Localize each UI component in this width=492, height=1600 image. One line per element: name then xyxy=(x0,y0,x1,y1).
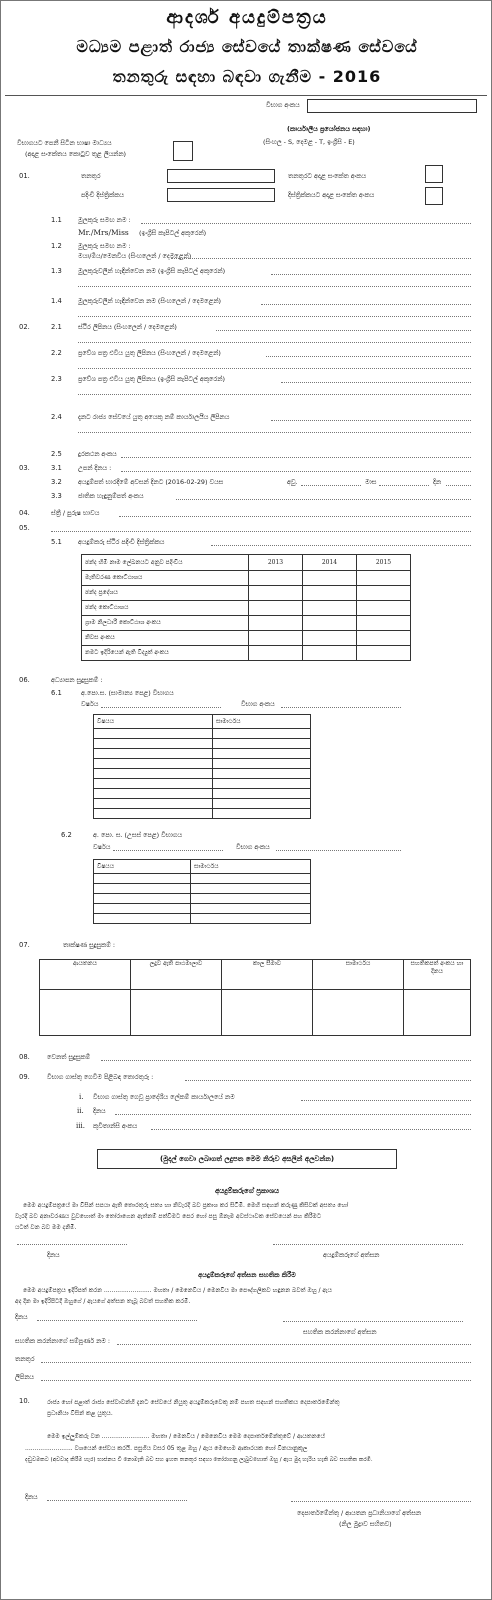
form-subtitle-line-1: මධ්‍යම පළාත් රාජ්‍ය සේවයේ තාක්ෂණ සේවයේ xyxy=(76,37,418,56)
english-capitals-note: (ඉංග්‍රීසි කැපිටල් අකුරෙන්) xyxy=(139,229,207,237)
declaration-text-2: වැරදි බව අනාවරණය වුවහොත් මා තෝරාගෙන ඇත්නම් පත්වීමට පෙර හෝ පසු ඕනෑම අවස්ථාවක සේවයෙන් පහ කිරීමට xyxy=(15,1213,322,1220)
fee-row-2-number: ii. xyxy=(77,1107,84,1115)
receipt-paste-notice: (මුදල් ගෙවා ලබාගත් ලදුපත මෙම නිරුව අසලින් අලවන්න) xyxy=(97,1149,397,1169)
table-cell[interactable] xyxy=(357,601,411,616)
age-months-label: මාස xyxy=(365,478,377,486)
table-cell[interactable] xyxy=(191,894,311,904)
table-cell[interactable] xyxy=(249,571,303,586)
ol-results-table xyxy=(93,714,311,819)
permanent-address-line-2[interactable] xyxy=(78,342,471,343)
declaration-signature-line[interactable] xyxy=(273,1244,463,1245)
table-cell[interactable] xyxy=(40,990,131,1036)
table-cell[interactable] xyxy=(191,874,311,884)
item-2-3-number: 2.3 xyxy=(51,375,62,383)
birth-date-label: උපන් දිනය : xyxy=(78,464,112,472)
electoral-row-label: නමට ඉදිරියෙන් ඇති විද්‍යුත් අංකය xyxy=(82,646,249,661)
telephone-label: දුරකථන අංකය xyxy=(78,450,117,458)
fee-date-line[interactable] xyxy=(115,1114,471,1115)
exam-number-label: විභාග අංකය xyxy=(266,101,300,109)
table-cell[interactable] xyxy=(94,739,213,749)
gender-line[interactable] xyxy=(119,516,471,517)
table-cell[interactable] xyxy=(303,631,357,646)
permanent-address-line-1[interactable] xyxy=(216,330,471,331)
table-cell[interactable] xyxy=(94,884,191,894)
known-name-sinhala-line-1[interactable] xyxy=(261,304,471,305)
residence-district-line[interactable] xyxy=(211,545,471,546)
item-5-1-number: 5.1 xyxy=(51,538,62,546)
certification-text-2: අද දින මා ඉදිරිපිටදී ඔහුගේ / ඇයගේ අත්සන තැබූ බවත් සහතික කරමි. xyxy=(15,1298,191,1305)
al-year-label: වර්ෂය xyxy=(93,843,111,851)
item-1-3-number: 1.3 xyxy=(51,267,62,275)
al-grade-header: සාමාර්ථය xyxy=(191,860,311,874)
section-09-number: 09. xyxy=(19,1073,30,1081)
title-prefix: Mr./Mrs/Miss xyxy=(78,228,129,237)
result-header: සාමාර්ථය xyxy=(313,960,404,990)
certifier-post-line[interactable] xyxy=(41,1362,471,1363)
certification-date-line[interactable] xyxy=(37,1320,197,1321)
electoral-register-table xyxy=(81,554,411,661)
certifier-address-line[interactable] xyxy=(41,1380,471,1381)
table-cell[interactable] xyxy=(213,789,311,799)
fee-payment-label: විභාග ගාස්තු ගෙවීම පිළිබඳ තොරතුරු : xyxy=(47,1073,154,1081)
certifier-name-label: සහතික කරන්නාගේ සම්පූර්ණ නම : xyxy=(15,1337,111,1345)
age-months-line[interactable] xyxy=(379,485,429,486)
table-cell[interactable] xyxy=(94,914,191,924)
head-signature-label: දෙපාර්තමේන්තු / ආයතන ප්‍රධානියාගේ අත්සන xyxy=(297,1509,422,1517)
electoral-row-label: මැතිවරණ කොට්ඨාශය xyxy=(82,571,249,586)
admission-address-english-label: ප්‍රවේශ පත්‍ර එවිය යුතු ලිපිනය (ඉංග්‍රීසි කැපිටල් අකුරෙන්) xyxy=(78,375,225,383)
year-2013-header: 2013 xyxy=(249,555,303,571)
electoral-row-label: ඡන්ද ප්‍රදේශය xyxy=(82,586,249,601)
table-cell[interactable] xyxy=(357,586,411,601)
known-name-sinhala-line-2[interactable] xyxy=(78,316,471,317)
table-cell[interactable] xyxy=(213,779,311,789)
al-exam-label: අ. පො. ස. (උසස් පෙළ) විභාගය xyxy=(93,831,183,839)
medium-label: විභාගයට පෙනී සිටින භාෂා මාධ්‍යය xyxy=(17,139,112,147)
table-cell[interactable] xyxy=(404,990,471,1036)
table-cell[interactable] xyxy=(94,769,213,779)
table-cell[interactable] xyxy=(249,616,303,631)
admission-address-english-line-2[interactable] xyxy=(78,394,471,395)
year-2015-header: 2015 xyxy=(357,555,411,571)
exam-number-box[interactable] xyxy=(307,99,477,113)
al-results-table xyxy=(93,859,311,924)
telephone-line[interactable] xyxy=(121,457,471,458)
ol-subject-header: විෂයය xyxy=(94,715,213,729)
post-code-label: තනතුරට අදාළ සංකේත අංකය xyxy=(288,172,367,180)
declaration-date-label: දිනය xyxy=(47,1251,60,1259)
table-cell[interactable] xyxy=(94,759,213,769)
gender-label: ස්ත්‍රී / පුරුෂ භාවය xyxy=(51,509,100,517)
item-2-5-number: 2.5 xyxy=(51,450,62,458)
electoral-row-label: ග්‍රාම නිලධාරී කොට්ඨාශ අංකය xyxy=(82,616,249,631)
header-divider xyxy=(5,95,487,96)
fee-row-3-number: iii. xyxy=(76,1122,85,1130)
head-date-line[interactable] xyxy=(47,1500,187,1501)
table-cell[interactable] xyxy=(313,990,404,1036)
declaration-signature-label: අයදුම්කරුගේ අත්සන xyxy=(323,1251,380,1259)
item-1-2-number: 1.2 xyxy=(51,242,62,250)
medium-sublabel: (අදාළ සංකේතය කොටුව තුළ ලියන්න) xyxy=(25,150,127,158)
electoral-row-label: නිවස අංකය xyxy=(82,631,249,646)
office-address-line-1[interactable] xyxy=(271,420,471,421)
technical-qualifications-table xyxy=(39,959,471,1036)
table-cell[interactable] xyxy=(213,729,311,739)
ol-year-label: වර්ෂය xyxy=(81,700,99,708)
declaration-text-1: මෙම අයදුම්පත්‍රයේ මා විසින් සපයා ඇති තොරතුරු සත්‍ය හා නිවැරදි බව ප්‍රකාශ කර සිටිමි. මෙහි සඳහන් කරුණු කිසිවක් අසත්‍ය හෝ xyxy=(23,1202,349,1209)
item-1-1-number: 1.1 xyxy=(51,216,62,224)
permanent-address-label: ස්ථිර ලිපිනය (සිංහලෙන් / දෙමළෙන්) xyxy=(78,323,177,331)
section-04-number: 04. xyxy=(19,509,30,517)
course-header: ලදුව ඇති පාඨමාලාව xyxy=(131,960,222,990)
admission-address-sinhala-line-2[interactable] xyxy=(78,368,471,369)
al-year-line[interactable] xyxy=(113,850,223,851)
table-cell[interactable] xyxy=(191,884,311,894)
table-cell[interactable] xyxy=(249,646,303,661)
receipt-number-line[interactable] xyxy=(151,1129,471,1130)
table-cell[interactable] xyxy=(249,586,303,601)
section-07-number: 07. xyxy=(19,941,30,949)
item-2-4-number: 2.4 xyxy=(51,413,62,421)
certifier-post-label: තනතුර xyxy=(15,1355,35,1363)
table-cell[interactable] xyxy=(94,789,213,799)
table-cell[interactable] xyxy=(213,759,311,769)
electoral-table-header: ඡන්ද හිමි නාම ලේඛනයට අනුව පදිංචිය xyxy=(82,555,249,571)
certificate-header: සහතිකපත් අංකය හා දිනය xyxy=(404,960,471,990)
table-cell[interactable] xyxy=(191,904,311,914)
office-address-line-2[interactable] xyxy=(78,432,471,433)
secretariat-line[interactable] xyxy=(301,1100,471,1101)
admission-address-sinhala-line-1[interactable] xyxy=(266,356,471,357)
ol-exam-number-label: විභාග අංකය xyxy=(241,700,275,708)
table-cell[interactable] xyxy=(249,631,303,646)
district-label: පදිංචි දිස්ත්‍රික්කය xyxy=(81,191,125,199)
table-cell[interactable] xyxy=(94,779,213,789)
item-1-4-number: 1.4 xyxy=(51,297,62,305)
head-certification-text-5: දඬුවමකට (අවවාද කිරීම හැර) භාජනය වී නොමැති බව සහ ඉහත තනතුර සඳහා තෝරාගනු ලැබුවහොත් ඔහු / ඇය මුදා හැරිය හැකි බව සහතික කරමි. xyxy=(25,1457,373,1463)
ol-year-line[interactable] xyxy=(101,707,221,708)
language-codes-note: (සිංහල - S, දෙමළ - T, ඉංග්‍රීසි - E) xyxy=(263,138,355,146)
table-cell[interactable] xyxy=(94,749,213,759)
ol-exam-label: අ.පො.ස. (සාමාන්‍ය පෙළ) විභාගය xyxy=(81,689,174,697)
section-05-line[interactable] xyxy=(51,531,471,532)
certifier-name-line[interactable] xyxy=(117,1344,471,1345)
district-code-label: දිස්ත්‍රික්කයට අදාළ සංකේත අංකය xyxy=(288,191,375,199)
district-code-box[interactable] xyxy=(425,187,443,205)
post-label: තනතුර xyxy=(81,172,101,180)
year-2014-header: 2014 xyxy=(303,555,357,571)
table-cell[interactable] xyxy=(303,616,357,631)
post-input[interactable] xyxy=(167,169,275,183)
section-03-number: 03. xyxy=(19,464,30,472)
al-exam-number-line[interactable] xyxy=(276,850,401,851)
table-cell[interactable] xyxy=(191,914,311,924)
item-6-1-number: 6.1 xyxy=(51,689,62,697)
table-cell[interactable] xyxy=(213,809,311,819)
ol-exam-number-line[interactable] xyxy=(281,707,401,708)
age-years-line[interactable] xyxy=(301,485,361,486)
table-cell[interactable] xyxy=(303,601,357,616)
table-cell[interactable] xyxy=(213,749,311,759)
technical-qualifications-label: තාක්ෂණ සුදුසුකම් : xyxy=(63,941,116,949)
secretariat-label: විභාග ගාස්තු ගෙවූ ප්‍රාදේශීය ලේකම් කාර්යාලයේ නම xyxy=(93,1093,235,1101)
table-cell[interactable] xyxy=(94,894,191,904)
office-address-label: දැනට රාජ්‍ය සේවයේ යුතු අයෙකු නම් කාර්යාලයීය ලිපිනය xyxy=(78,413,230,421)
al-subject-header: විෂයය xyxy=(94,860,191,874)
table-cell[interactable] xyxy=(213,799,311,809)
declaration-date-line[interactable] xyxy=(17,1244,127,1245)
table-cell[interactable] xyxy=(213,769,311,779)
section-05-number: 05. xyxy=(19,524,30,532)
table-cell[interactable] xyxy=(94,799,213,809)
name-sinhala-line[interactable] xyxy=(171,258,471,259)
item-2-2-number: 2.2 xyxy=(51,349,62,357)
table-cell[interactable] xyxy=(94,809,213,819)
table-cell[interactable] xyxy=(303,586,357,601)
known-name-english-label: මුලකුරුවලින් හැඳින්වෙන නම (ඉංග්‍රීසි කැපිටල් අකුරෙන්) xyxy=(78,267,226,275)
known-name-english-line-1[interactable] xyxy=(271,274,471,275)
table-cell[interactable] xyxy=(94,874,191,884)
head-certification-text-2: ප්‍රධානියා විසින් කළ යුතුය. xyxy=(47,1410,113,1417)
certification-text-1: මෙම අයදුම්පත්‍රය ඉදිරිපත් කරන ......................... මහතා / මෙනෙවිය / මෙනවිය මා පෞද්ගලිකව හඳුනන බවත් ඔහු / ඇය xyxy=(23,1287,332,1294)
table-cell[interactable] xyxy=(131,990,222,1036)
table-cell[interactable] xyxy=(94,729,213,739)
table-cell[interactable] xyxy=(213,739,311,749)
certifier-signature-label: සහතික කරන්නාගේ අත්සන xyxy=(303,1328,377,1336)
fee-date-label: දිනය xyxy=(93,1107,106,1115)
medium-code-box[interactable] xyxy=(173,141,193,161)
name-with-initials-label: මුලකුරු සමඟ නම : xyxy=(78,216,131,224)
certifier-address-label: ලිපිනය xyxy=(15,1373,34,1381)
table-cell[interactable] xyxy=(357,571,411,586)
table-cell[interactable] xyxy=(357,631,411,646)
ol-grade-header: සාමාර්ථය xyxy=(213,715,311,729)
age-days-label: දින xyxy=(433,478,442,486)
name-line[interactable] xyxy=(141,223,471,224)
declaration-title: අයදුම්කරුගේ ප්‍රකාශය xyxy=(215,1187,279,1195)
nic-line[interactable] xyxy=(176,499,471,500)
admission-address-english-line-1[interactable] xyxy=(281,382,471,383)
head-certification-text-4: ......................... වශයෙන් සේවය කරයි. පසුගිය වසර 05 තුළ ඔහු / ඇය මෙහෙම ආකාරයක හෝ විනයානුකූල xyxy=(25,1445,308,1452)
duration-header: කාල සීමාව xyxy=(222,960,313,990)
name-sinhala-sublabel: මයා/මිය/මෙනවිය (සිංහලෙන් / දෙමළෙන්) xyxy=(78,252,192,260)
education-label: අධ්‍යාපන සුදුසුකම් : xyxy=(51,676,103,684)
section-08-number: 08. xyxy=(19,1053,30,1061)
section-06-number: 06. xyxy=(19,676,30,684)
nic-label: ජාතික හැඳුනුම්පත් අංකය xyxy=(78,492,144,500)
table-cell[interactable] xyxy=(357,616,411,631)
name-sinhala-label: මුලකුරු සමඟ නම : xyxy=(78,242,131,250)
age-label: අයදුම්පත් භාරදීමේ අවසන් දිනට (2016-02-29) වයස xyxy=(78,478,224,486)
head-signature-line[interactable] xyxy=(291,1501,471,1502)
item-3-3-number: 3.3 xyxy=(51,492,62,500)
age-days-line[interactable] xyxy=(446,485,471,486)
table-cell[interactable] xyxy=(303,571,357,586)
table-cell[interactable] xyxy=(303,646,357,661)
other-qualifications-label: වෙනත් සුදුසුකම් xyxy=(47,1053,91,1061)
table-cell[interactable] xyxy=(249,601,303,616)
table-cell[interactable] xyxy=(222,990,313,1036)
item-3-1-number: 3.1 xyxy=(51,464,62,472)
electoral-row-label: ඡන්ද කොට්ඨාශය xyxy=(82,601,249,616)
post-code-box[interactable] xyxy=(425,165,443,183)
admission-address-sinhala-label: ප්‍රවේශ පත්‍ර එවිය යුතු ලිපිනය (සිංහලෙන් / දෙමළෙන්) xyxy=(78,349,221,357)
certification-signature-line[interactable] xyxy=(283,1321,463,1322)
certification-date-label: දිනය xyxy=(15,1313,28,1321)
head-date-label: දිනය xyxy=(25,1493,38,1501)
item-3-2-number: 3.2 xyxy=(51,478,62,486)
fee-payment-line[interactable] xyxy=(185,1080,471,1081)
known-name-english-line-2[interactable] xyxy=(78,286,471,287)
fee-row-1-number: i. xyxy=(79,1093,84,1101)
district-input[interactable] xyxy=(167,188,275,202)
item-2-1-number: 2.1 xyxy=(51,323,62,331)
certification-title: අයදුම්කරුගේ අත්සන සහතික කිරීම xyxy=(198,1271,296,1279)
declaration-text-3: යටත් වන බව මම දනිමි. xyxy=(15,1224,77,1231)
age-years-label: අවු. xyxy=(287,478,298,486)
office-use-label: (කාර්යාලීය ප්‍රයෝජනය සඳහා) xyxy=(287,125,371,133)
birth-date-line[interactable] xyxy=(121,471,471,472)
section-02-number: 02. xyxy=(19,323,30,331)
form-title: ආදර්ශ අයදුම්පත්‍රය xyxy=(166,7,328,28)
item-6-2-number: 6.2 xyxy=(61,831,72,839)
other-qualifications-line[interactable] xyxy=(101,1060,471,1061)
known-name-sinhala-label: මුලකුරුවලින් හැඳින්වෙන නම (සිංහලෙන් / දෙමළෙන්) xyxy=(78,297,222,305)
official-seal-note: (නිල මුද්‍රාව සහිතව) xyxy=(339,1520,392,1528)
residence-district-label: අයදුම්කරු ස්ථිර පදිංචි දිස්ත්‍රික්කය xyxy=(78,538,165,546)
section-10-number: 10. xyxy=(19,1397,30,1405)
receipt-number-label: කුවිතාන්සි අංකය xyxy=(93,1122,138,1130)
head-certification-text-1: රාජ්‍ය හෝ පළාත් රාජ්‍ය සේවාවන්හි දැනට සේවයේ නියුතු අයදුම්කරුවෙකු නම් පහත සඳහන් සහතිකය දෙපාර්තමේන්තු xyxy=(47,1399,340,1406)
head-certification-text-3: මෙම ඉල්ලුම්කරු වන ......................... මහතා / මෙනවිය / මෙනෙවිය මෙම දෙපාර්තමේන්තුවේ / ආයතනයේ xyxy=(47,1433,325,1440)
institute-header: ආයතනය xyxy=(40,960,131,990)
table-cell[interactable] xyxy=(94,904,191,914)
form-subtitle-line-2: තනතුරු සඳහා බඳවා ගැනීම - 2016 xyxy=(112,67,382,86)
al-exam-number-label: විභාග අංකය xyxy=(236,843,270,851)
table-cell[interactable] xyxy=(357,646,411,661)
section-01-number: 01. xyxy=(19,172,30,180)
